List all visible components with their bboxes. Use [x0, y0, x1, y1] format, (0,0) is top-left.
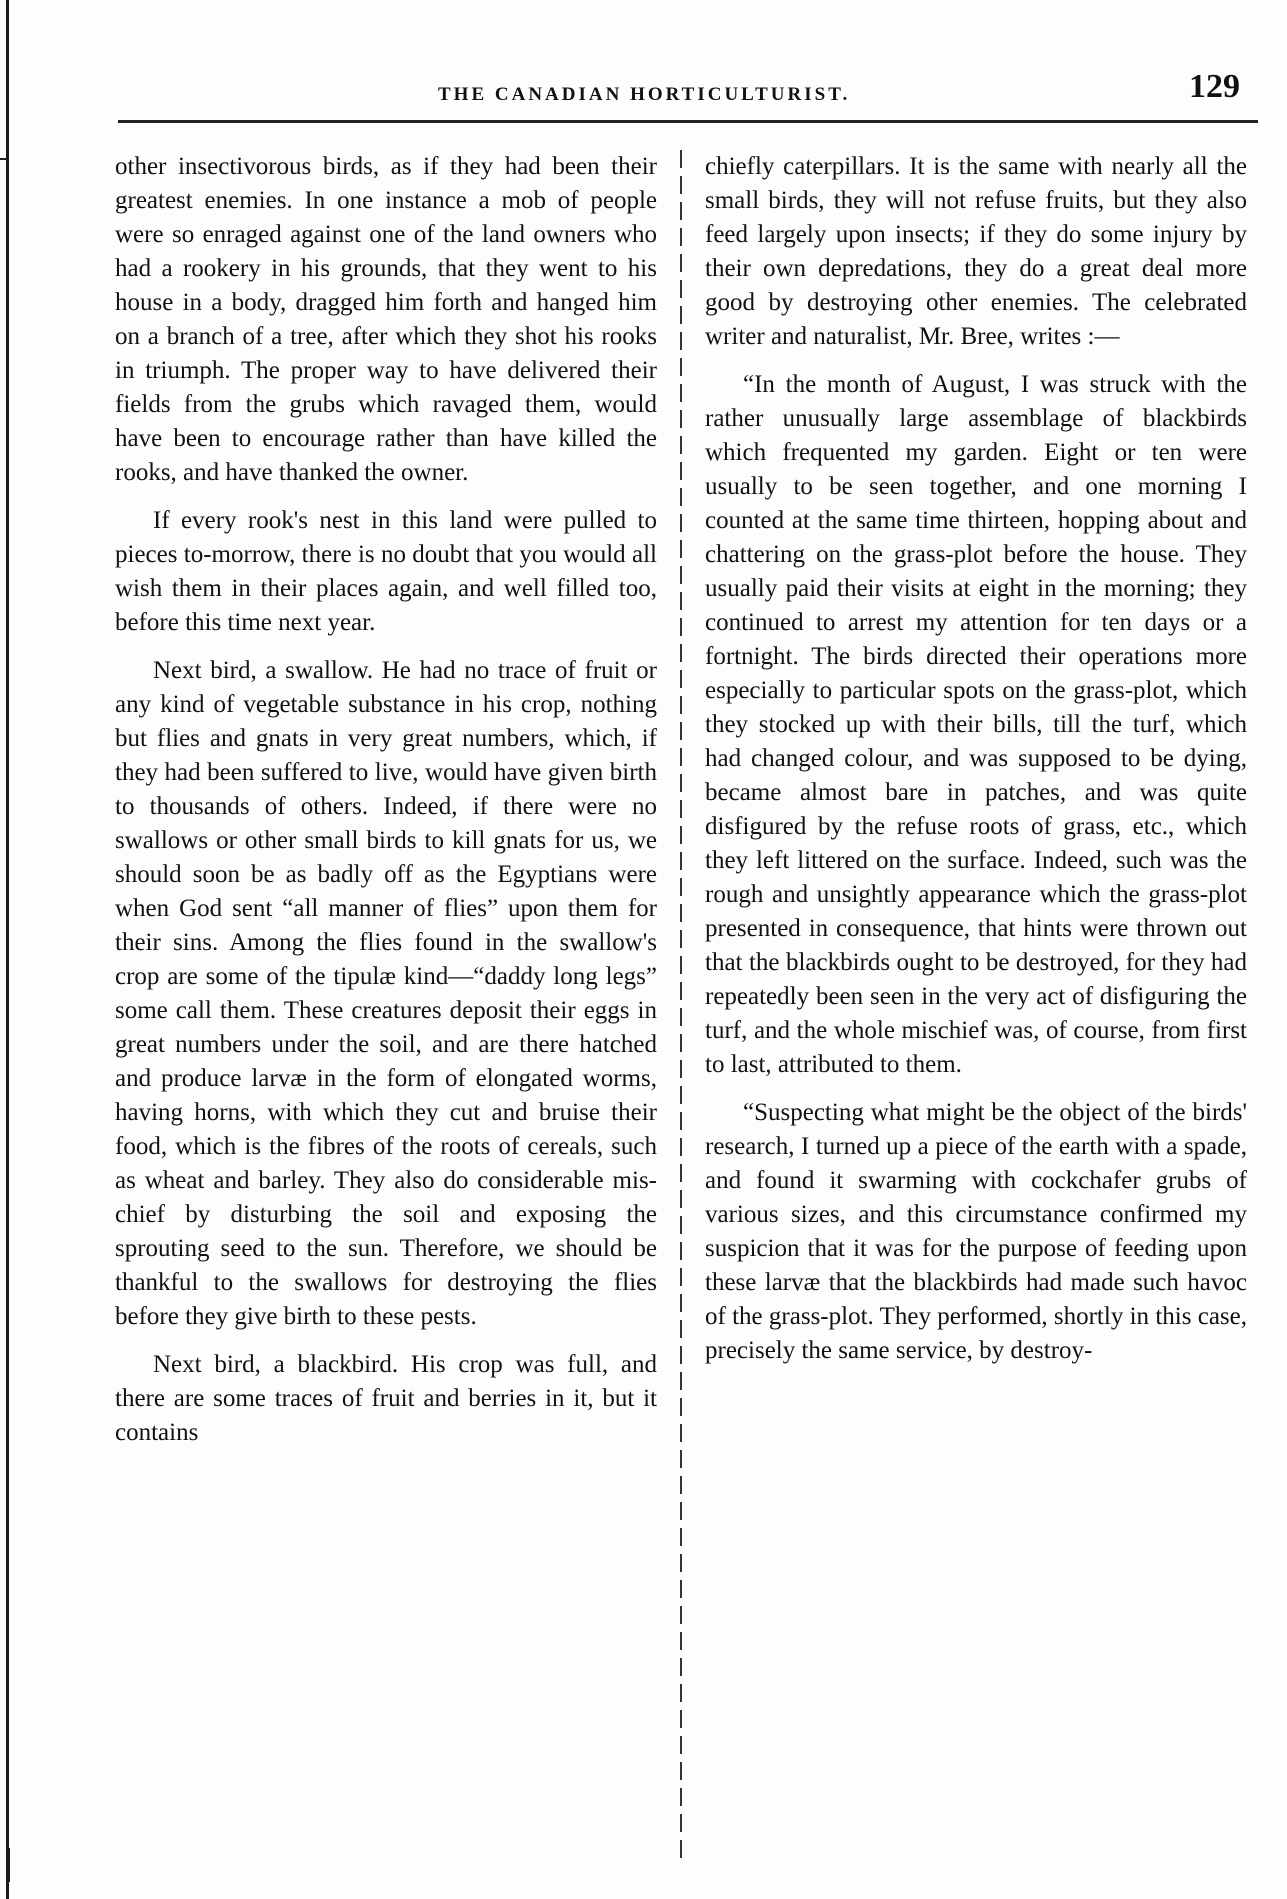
- paragraph: Next bird, a swallow. He had no trace of fruit or any kind of vegetable substance in his crop, nothing but flies and gnats in very great numbers, which, if they had been suffered to live, would have given birth to thousands of others. Indeed, if there were no swallows or other small birds to kill gnats for us, we should soon be as badly off as the Egyptians were when God sent “all manner of flies” upon them for their sins. Among the flies found in the swallow's crop are some of the tipulæ kind—“daddy long legs” some call them. These creatures deposit their eggs in great numbers under the soil, and are there hatched and produce larvæ in the form of elongated worms, having horns, with which they cut and bruise their food, which is the fibres of the roots of cereals, such as wheat and barley. They also do considerable mischief by disturbing the soil and exposing the sprouting seed to the sun. Therefore, we should be thankful to the swallows for destroying the flies before they give birth to these pests.: [115, 657, 657, 1330]
- quoted-paragraph: “Suspecting what might be the object of the birds' research, I turned up a piece of the earth with a spade, and found it swarming with cockchafer grubs of various sizes, and this circumstance confirmed my suspicion that it was for the purpose of feeding upon these larvæ that the blackbirds had made such havoc of the grass-plot. They performed, shortly in this case, precisely the same service, by destroy-: [705, 1099, 1247, 1364]
- margin-ink-mark: [6, 1848, 10, 1882]
- left-column: [115, 150, 657, 1464]
- paragraph: other insectivorous birds, as if they had been their greatest enemies. In one instance a mob of people were so enraged against one of the land owners who had a rookery in his grounds, that they went to his house in a body, dragged him forth and hanged him on a branch of a tree, after which they shot his rooks in triumph. The proper way to have delivered their fields from the grubs which ravaged them, would have been to encourage rather than have killed the rooks, and have thanked the owner.: [115, 153, 657, 486]
- paragraph: Next bird, a blackbird. His crop was full, and there are some traces of fruit and berries in it, but it contains: [115, 1351, 657, 1446]
- running-title: THE CANADIAN HORTICULTURIST.: [438, 84, 851, 105]
- column-divider: [680, 150, 682, 1860]
- quoted-paragraph: “In the month of August, I was struck with the rather unusually large assemblage of blackbirds which frequented my garden. Eight or ten were usually to be seen together, and one morning I counted at the same time thirteen, hopping about and chattering on the grass-plot before the house. They usually paid their visits at eight in the morning; they continued to arrest my attention for ten days or a fortnight. The birds directed their operations more especially to particular spots on the grass-plot, which they stocked up with their bills, till the turf, which had changed colour, and was supposed to be dying, became almost bare in patches, and was quite disfigured by the refuse roots of grass, etc., which they left littered on the surface. Indeed, such was the rough and unsightly appearance which the grass-plot presented in consequence, that hints were thrown out that the blackbirds ought to be destroyed, for they had repeatedly been seen in the very act of disfiguring the turf, and the whole mischief was, of course, from first to last, attributed to them.: [705, 371, 1247, 1078]
- right-column: [705, 150, 1247, 1382]
- header-rule: [118, 120, 1258, 123]
- paragraph: If every rook's nest in this land were pulled to pieces to-morrow, there is no doubt that you would all wish them in their places again, and well filled too, before this time next year.: [115, 507, 657, 636]
- page-binding-edge: [6, 0, 9, 1899]
- page-header: [118, 68, 1258, 108]
- margin-tick-mark: [0, 158, 7, 160]
- paragraph: chiefly caterpillars. It is the same with nearly all the small birds, they will not refuse fruits, but they also feed largely upon insects; if they do some injury by their own depredations, they do a great deal more good by destroying other enemies. The celebrated writer and naturalist, Mr. Bree, writes :—: [705, 153, 1247, 350]
- page-number: 129: [1189, 68, 1240, 105]
